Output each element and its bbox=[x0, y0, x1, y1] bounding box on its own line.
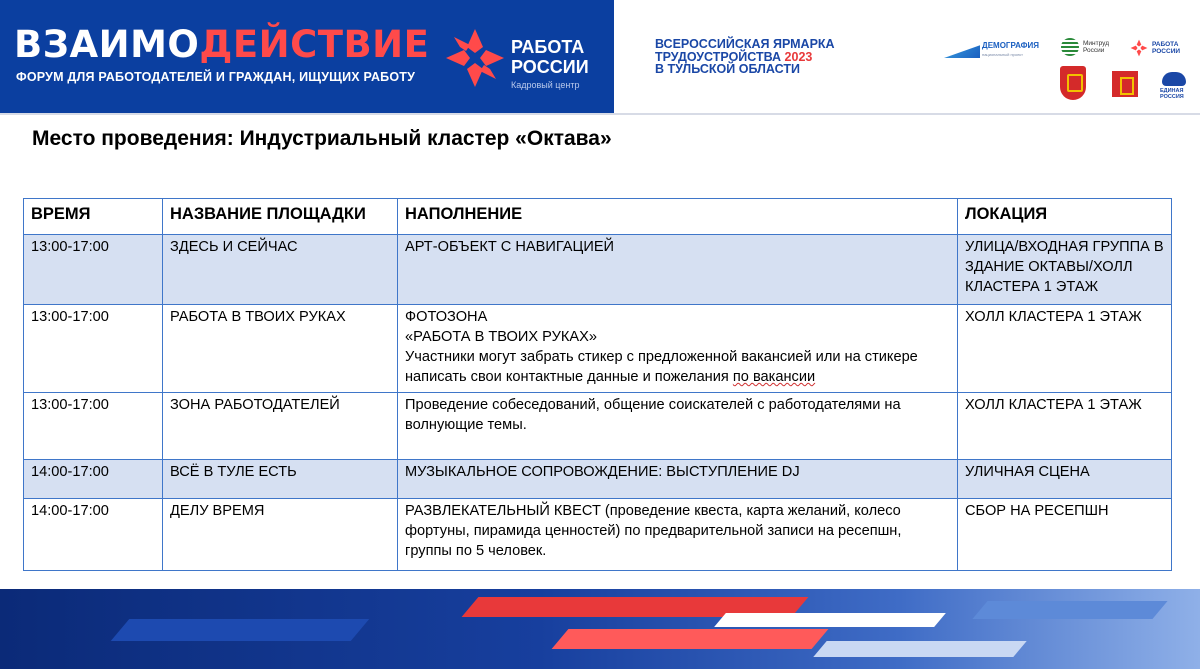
er-line1: ЕДИНАЯ bbox=[1160, 88, 1184, 94]
united-russia-logo bbox=[1160, 70, 1188, 102]
venue-title: Место проведения: Индустриальный кластер «Октава» bbox=[32, 127, 612, 150]
er-line2: РОССИЯ bbox=[1160, 94, 1184, 100]
demography-icon bbox=[944, 42, 980, 58]
tula-city-crest-icon bbox=[1112, 71, 1138, 97]
demography-label: ДЕМОГРАФИЯ bbox=[982, 41, 1039, 50]
cell-time: 14:00-17:00 bbox=[24, 499, 163, 571]
cell-time: 13:00-17:00 bbox=[24, 305, 163, 393]
forum-logo bbox=[14, 23, 430, 66]
cell-location: СБОР НА РЕСЕПШН bbox=[958, 499, 1172, 571]
table-row bbox=[24, 460, 1172, 499]
mintrud-line2: России bbox=[1083, 47, 1105, 54]
fair-title bbox=[655, 38, 835, 76]
demography-logo bbox=[944, 40, 1044, 62]
cell-venue-name: РАБОТА В ТВОИХ РУКАХ bbox=[163, 305, 398, 393]
cell-content bbox=[398, 305, 958, 393]
content-line1: ФОТОЗОНА bbox=[405, 309, 488, 325]
footer-banner bbox=[0, 589, 1200, 669]
mintrud-logo bbox=[1061, 36, 1121, 60]
header-time: ВРЕМЯ bbox=[24, 199, 163, 235]
united-russia-label bbox=[1160, 88, 1184, 100]
forum-logo-part1: ВЗАИМО bbox=[14, 23, 200, 66]
cell-content: АРТ-ОБЪЕКТ С НАВИГАЦИЕЙ bbox=[398, 235, 958, 305]
fair-title-line1: ВСЕРОССИЙСКАЯ ЯРМАРКА bbox=[655, 37, 835, 51]
united-russia-bear-icon bbox=[1162, 72, 1186, 86]
cell-location: УЛИЦА/ВХОДНАЯ ГРУППА В ЗДАНИЕ ОКТАВЫ/ХОЛЛ КЛАСТЕРА 1 ЭТАЖ bbox=[958, 235, 1172, 305]
header-banner bbox=[0, 0, 614, 113]
cell-time: 13:00-17:00 bbox=[24, 393, 163, 460]
content-desc: Участники могут забрать стикер с предложенной вакансией или на стикере написать свои контактные данные и пожелания bbox=[405, 349, 918, 385]
cell-content: Проведение собеседований, общение соискателей с работодателями на волнующие темы. bbox=[398, 393, 958, 460]
cell-content: РАЗВЛЕКАТЕЛЬНЫЙ КВЕСТ (проведение квеста, карта желаний, колесо фортуны, пирамида ценностей) по предварительной записи на ресепшн, группы по 5 человек. bbox=[398, 499, 958, 571]
footer-stripe bbox=[552, 629, 829, 649]
cell-location: УЛИЧНАЯ СЦЕНА bbox=[958, 460, 1172, 499]
table-row bbox=[24, 393, 1172, 460]
rabota-rossii-subtitle: Кадровый центр bbox=[511, 80, 580, 90]
schedule-table bbox=[23, 198, 1172, 571]
rabota-line2: РОССИИ bbox=[511, 57, 589, 77]
cell-time: 13:00-17:00 bbox=[24, 235, 163, 305]
cell-location: ХОЛЛ КЛАСТЕРА 1 ЭТАЖ bbox=[958, 305, 1172, 393]
cell-time: 14:00-17:00 bbox=[24, 460, 163, 499]
cell-venue-name: ДЕЛУ ВРЕМЯ bbox=[163, 499, 398, 571]
rr-small-line2: РОССИИ bbox=[1152, 48, 1181, 55]
footer-stripe bbox=[813, 641, 1026, 657]
table-row bbox=[24, 499, 1172, 571]
cell-venue-name: ВСЁ В ТУЛЕ ЕСТЬ bbox=[163, 460, 398, 499]
rabota-rossii-small-label bbox=[1152, 41, 1180, 55]
rr-small-line1: РАБОТА bbox=[1152, 41, 1179, 48]
content-line2: «РАБОТА В ТВОИХ РУКАХ» bbox=[405, 329, 597, 345]
mintrud-line1: Минтруд bbox=[1083, 40, 1109, 47]
cell-venue-name: ЗДЕСЬ И СЕЙЧАС bbox=[163, 235, 398, 305]
footer-stripe bbox=[714, 613, 946, 627]
cell-content: МУЗЫКАЛЬНОЕ СОПРОВОЖДЕНИЕ: ВЫСТУПЛЕНИЕ DJ bbox=[398, 460, 958, 499]
rabota-rossii-logo-text bbox=[511, 37, 589, 77]
fair-title-line3: В ТУЛЬСКОЙ ОБЛАСТИ bbox=[655, 62, 800, 76]
table-row bbox=[24, 305, 1172, 393]
table-header-row bbox=[24, 199, 1172, 235]
demography-sub: национальный проект bbox=[982, 52, 1023, 57]
forum-subtitle: ФОРУМ ДЛЯ РАБОТОДАТЕЛЕЙ И ГРАЖДАН, ИЩУЩИХ РАБОТУ bbox=[16, 70, 416, 84]
fair-year: 2023 bbox=[784, 49, 813, 64]
rabota-line1: РАБОТА bbox=[511, 37, 585, 57]
forum-logo-part2: ДЕЙСТВИЕ bbox=[199, 23, 430, 66]
rabota-rossii-star-icon bbox=[444, 27, 506, 89]
mintrud-label bbox=[1083, 40, 1109, 54]
table-row bbox=[24, 235, 1172, 305]
tula-region-crest-icon bbox=[1060, 66, 1086, 100]
cell-venue-name: ЗОНА РАБОТОДАТЕЛЕЙ bbox=[163, 393, 398, 460]
header-content: НАПОЛНЕНИЕ bbox=[398, 199, 958, 235]
footer-stripe bbox=[972, 601, 1167, 619]
cell-location: ХОЛЛ КЛАСТЕРА 1 ЭТАЖ bbox=[958, 393, 1172, 460]
rabota-rossii-small-logo bbox=[1130, 38, 1200, 58]
header-location: ЛОКАЦИЯ bbox=[958, 199, 1172, 235]
header-divider bbox=[0, 113, 1200, 115]
footer-stripe bbox=[111, 619, 369, 641]
mintrud-icon bbox=[1061, 38, 1079, 56]
content-desc-tail: по вакансии bbox=[732, 369, 816, 385]
fair-title-line2-text: ТРУДОУСТРОЙСТВА bbox=[655, 49, 782, 64]
header-venue-name: НАЗВАНИЕ ПЛОЩАДКИ bbox=[163, 199, 398, 235]
rabota-rossii-small-icon bbox=[1130, 39, 1148, 57]
